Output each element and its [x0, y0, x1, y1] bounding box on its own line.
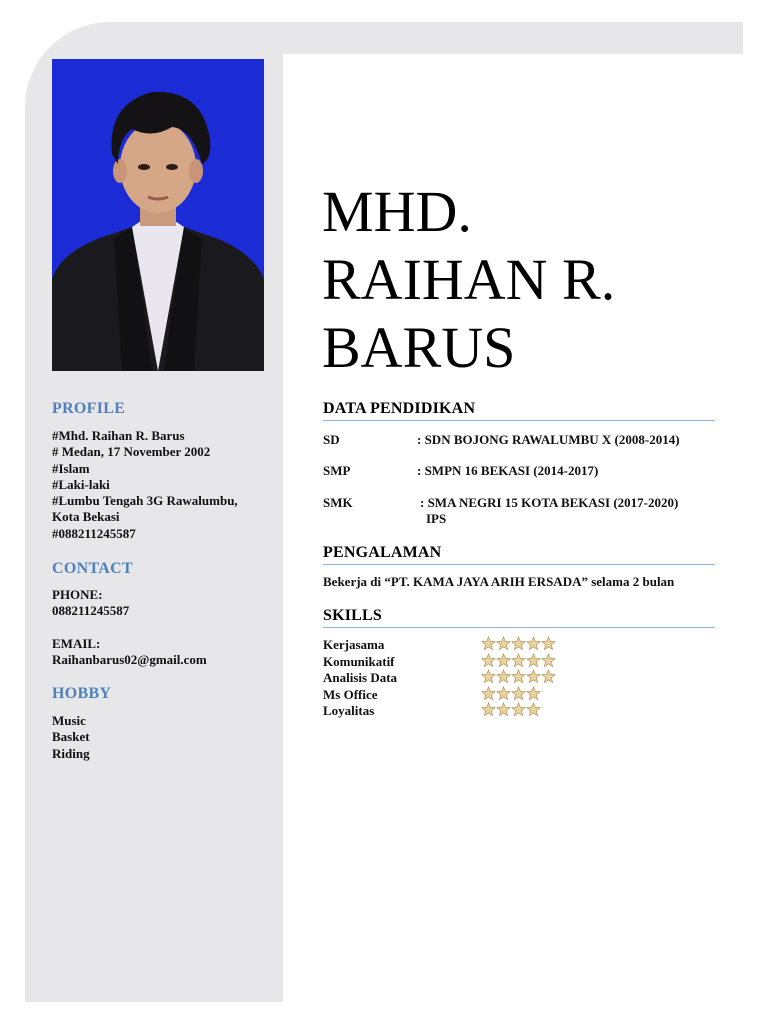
experience-text: Bekerja di “PT. KAMA JAYA ARIH ERSADA” selama 2 bulan [323, 574, 675, 589]
phone-value: 088211245587 [52, 603, 130, 619]
education-level: SD [323, 432, 340, 447]
star-icon [511, 702, 526, 717]
star-icon [481, 669, 496, 684]
profile-details [52, 428, 272, 542]
star-icon [496, 702, 511, 717]
skills-heading: SKILLS [323, 607, 715, 628]
star-icon [511, 669, 526, 684]
education-major: IPS [426, 511, 447, 526]
profile-line: Kota Bekasi [52, 509, 120, 525]
profile-line: #Laki-laki [52, 476, 110, 492]
contact-email-block [52, 636, 272, 669]
star-icon [541, 636, 556, 651]
contact-heading: CONTACT [52, 560, 133, 577]
star-icon [541, 669, 556, 684]
profile-line: #Mhd. Raihan R. Barus [52, 428, 185, 443]
education-level: SMP [323, 463, 351, 478]
hobby-item: Basket [52, 729, 90, 745]
phone-label: PHONE: [52, 587, 103, 602]
skill-name: Komunikatif [323, 653, 395, 669]
profile-line: #Lumbu Tengah 3G Rawalumbu, [52, 493, 238, 509]
profile-heading: PROFILE [52, 400, 126, 417]
profile-photo [52, 59, 264, 371]
skill-rating [481, 636, 556, 651]
hobby-item: Riding [52, 745, 90, 761]
star-icon [496, 669, 511, 684]
hobby-heading: HOBBY [52, 685, 112, 702]
skill-name: Ms Office [323, 686, 378, 702]
star-icon [496, 653, 511, 668]
skill-rating [481, 669, 556, 684]
person-portrait-image [52, 59, 264, 371]
hobby-item: Music [52, 713, 86, 728]
star-icon [511, 636, 526, 651]
star-icon [511, 653, 526, 668]
hobby-list [52, 713, 272, 762]
education-school: : SMPN 16 BEKASI (2014-2017) [417, 463, 599, 478]
skill-name: Kerjasama [323, 637, 385, 652]
skill-name: Analisis Data [323, 670, 398, 686]
star-icon [496, 686, 511, 701]
star-icon [526, 669, 541, 684]
star-icon [496, 636, 511, 651]
profile-line: #Islam [52, 460, 90, 476]
star-icon [481, 686, 496, 701]
profile-line: # Medan, 17 November 2002 [52, 444, 211, 460]
email-value: Raihanbarus02@gmail.com [52, 652, 207, 668]
education-school [420, 495, 720, 527]
star-icon [481, 636, 496, 651]
top-band [110, 22, 743, 54]
skill-rating [481, 653, 556, 668]
star-icon [526, 636, 541, 651]
star-icon [481, 702, 496, 717]
star-icon [526, 653, 541, 668]
name-line: MHD. [322, 179, 472, 244]
full-name [322, 178, 615, 382]
experience-heading: PENGALAMAN [323, 544, 715, 565]
education-school-line: : SMA NEGRI 15 KOTA BEKASI (2017-2020) [420, 495, 679, 510]
education-school: : SDN BOJONG RAWALUMBU X (2008-2014) [417, 432, 680, 447]
email-label: EMAIL: [52, 636, 101, 651]
contact-phone-block [52, 587, 272, 620]
skill-rating [481, 686, 541, 701]
star-icon [541, 653, 556, 668]
skill-rating [481, 702, 541, 717]
name-line: BARUS [322, 315, 516, 380]
education-level: SMK [323, 495, 353, 510]
skill-name: Loyalitas [323, 703, 375, 719]
profile-line: #088211245587 [52, 525, 136, 541]
star-icon [526, 702, 541, 717]
name-line: RAIHAN R. [322, 247, 616, 312]
star-icon [526, 686, 541, 701]
star-icon [511, 686, 526, 701]
education-heading: DATA PENDIDIKAN [323, 400, 715, 421]
star-icon [481, 653, 496, 668]
